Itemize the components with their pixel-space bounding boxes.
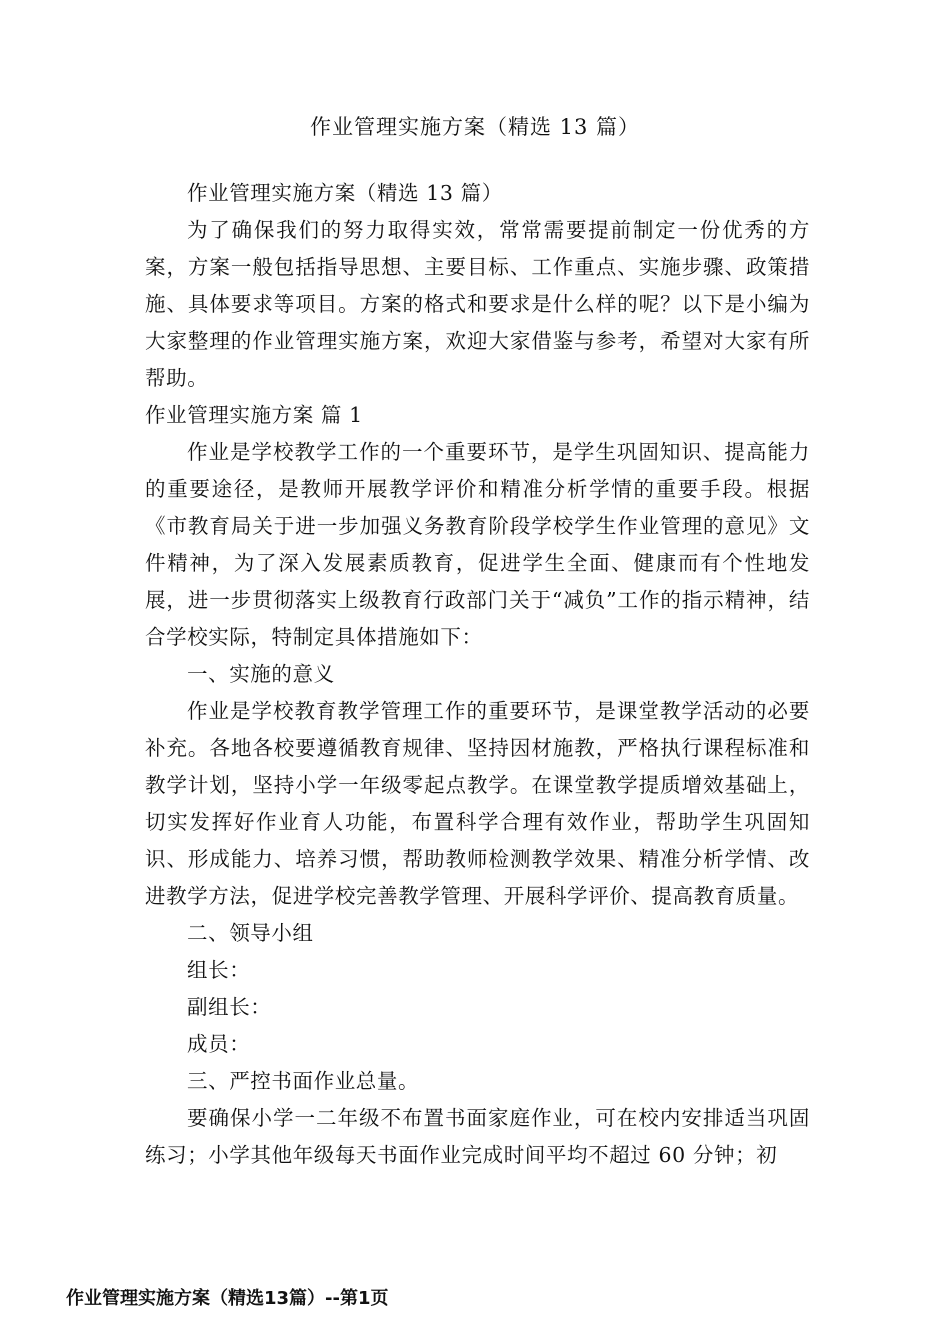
section-heading-workload: 三、严控书面作业总量。 [187,1069,420,1093]
paragraph-workload: 要确保小学一二年级不布置书面家庭作业，可在校内安排适当巩固练习；小学其他年级每天书面作业完成时间平均不超过 60 分钟；初 [145,1106,810,1167]
section-heading-leadership: 二、领导小组 [187,921,314,945]
document-body [145,175,810,1174]
paragraph-background: 作业是学校教学工作的一个重要环节，是学生巩固知识、提高能力的重要途径，是教师开展教学评价和精准分析学情的重要手段。根据《市教育局关于进一步加强义务教育阶段学校学生作业管理的意见》文件精神，为了深入发展素质教育，促进学生全面、健康而有个性地发展，进一步贯彻落实上级教育行政部门关于“减负”工作的指示精神，结合学校实际，特制定具体措施如下： [145,440,810,649]
members-line: 成员： [187,1032,251,1056]
leader-line: 组长： [187,958,251,982]
deputy-leader-line: 副组长： [187,995,272,1019]
section-heading-significance: 一、实施的意义 [187,662,335,686]
section-heading-part-1: 作业管理实施方案 篇 1 [145,403,363,427]
page-footer: 作业管理实施方案（精选13篇）--第1页 [66,1288,389,1309]
paragraph-subtitle: 作业管理实施方案（精选 13 篇） [187,181,503,205]
document-title: 作业管理实施方案（精选 13 篇） [309,115,641,139]
paragraph-intro: 为了确保我们的努力取得实效，常常需要提前制定一份优秀的方案，方案一般包括指导思想、主要目标、工作重点、实施步骤、政策措施、具体要求等项目。方案的格式和要求是什么样的呢？以下是小编为大家整理的作业管理实施方案，欢迎大家借鉴与参考，希望对大家有所帮助。 [145,218,810,390]
paragraph-significance: 作业是学校教育教学管理工作的重要环节，是课堂教学活动的必要补充。各地各校要遵循教育规律、坚持因材施教，严格执行课程标准和教学计划，坚持小学一年级零起点教学。在课堂教学提质增效基础上，切实发挥好作业育人功能，布置科学合理有效作业，帮助学生巩固知识、形成能力、培养习惯，帮助教师检测教学效果、精准分析学情、改进教学方法，促进学校完善教学管理、开展科学评价、提高教育质量。 [145,699,810,908]
